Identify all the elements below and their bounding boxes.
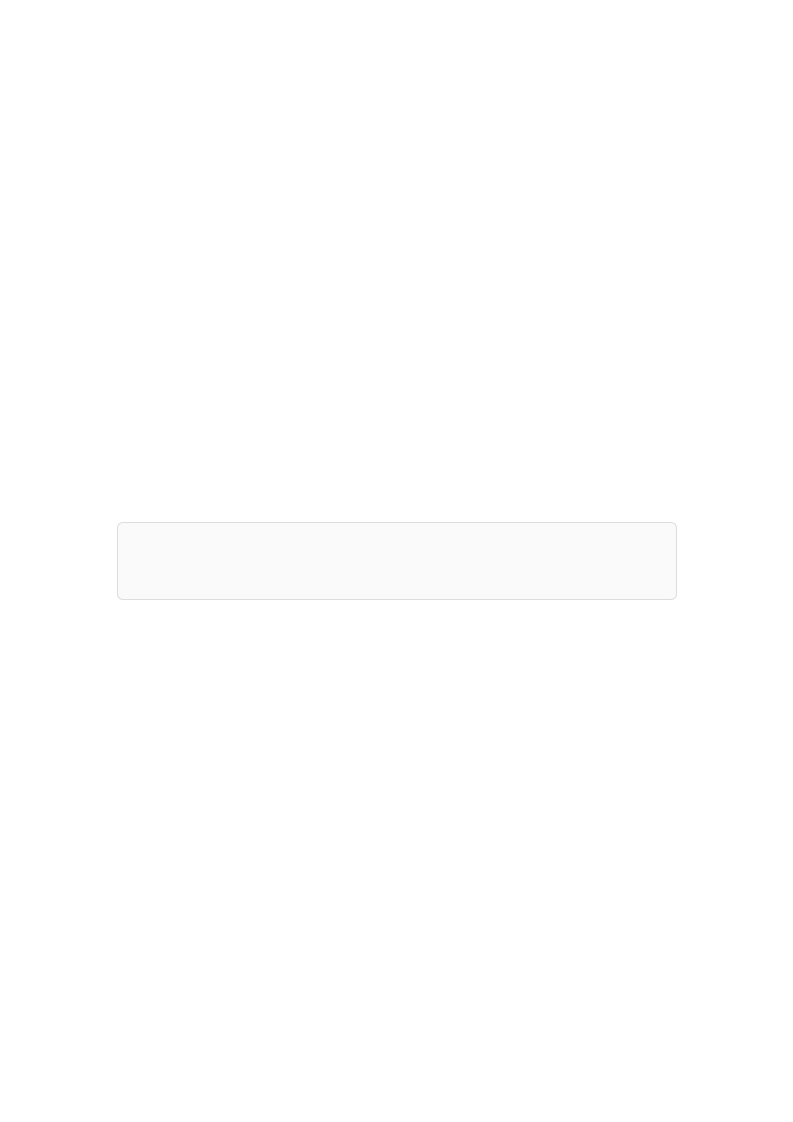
placeholder-notice (117, 522, 677, 600)
